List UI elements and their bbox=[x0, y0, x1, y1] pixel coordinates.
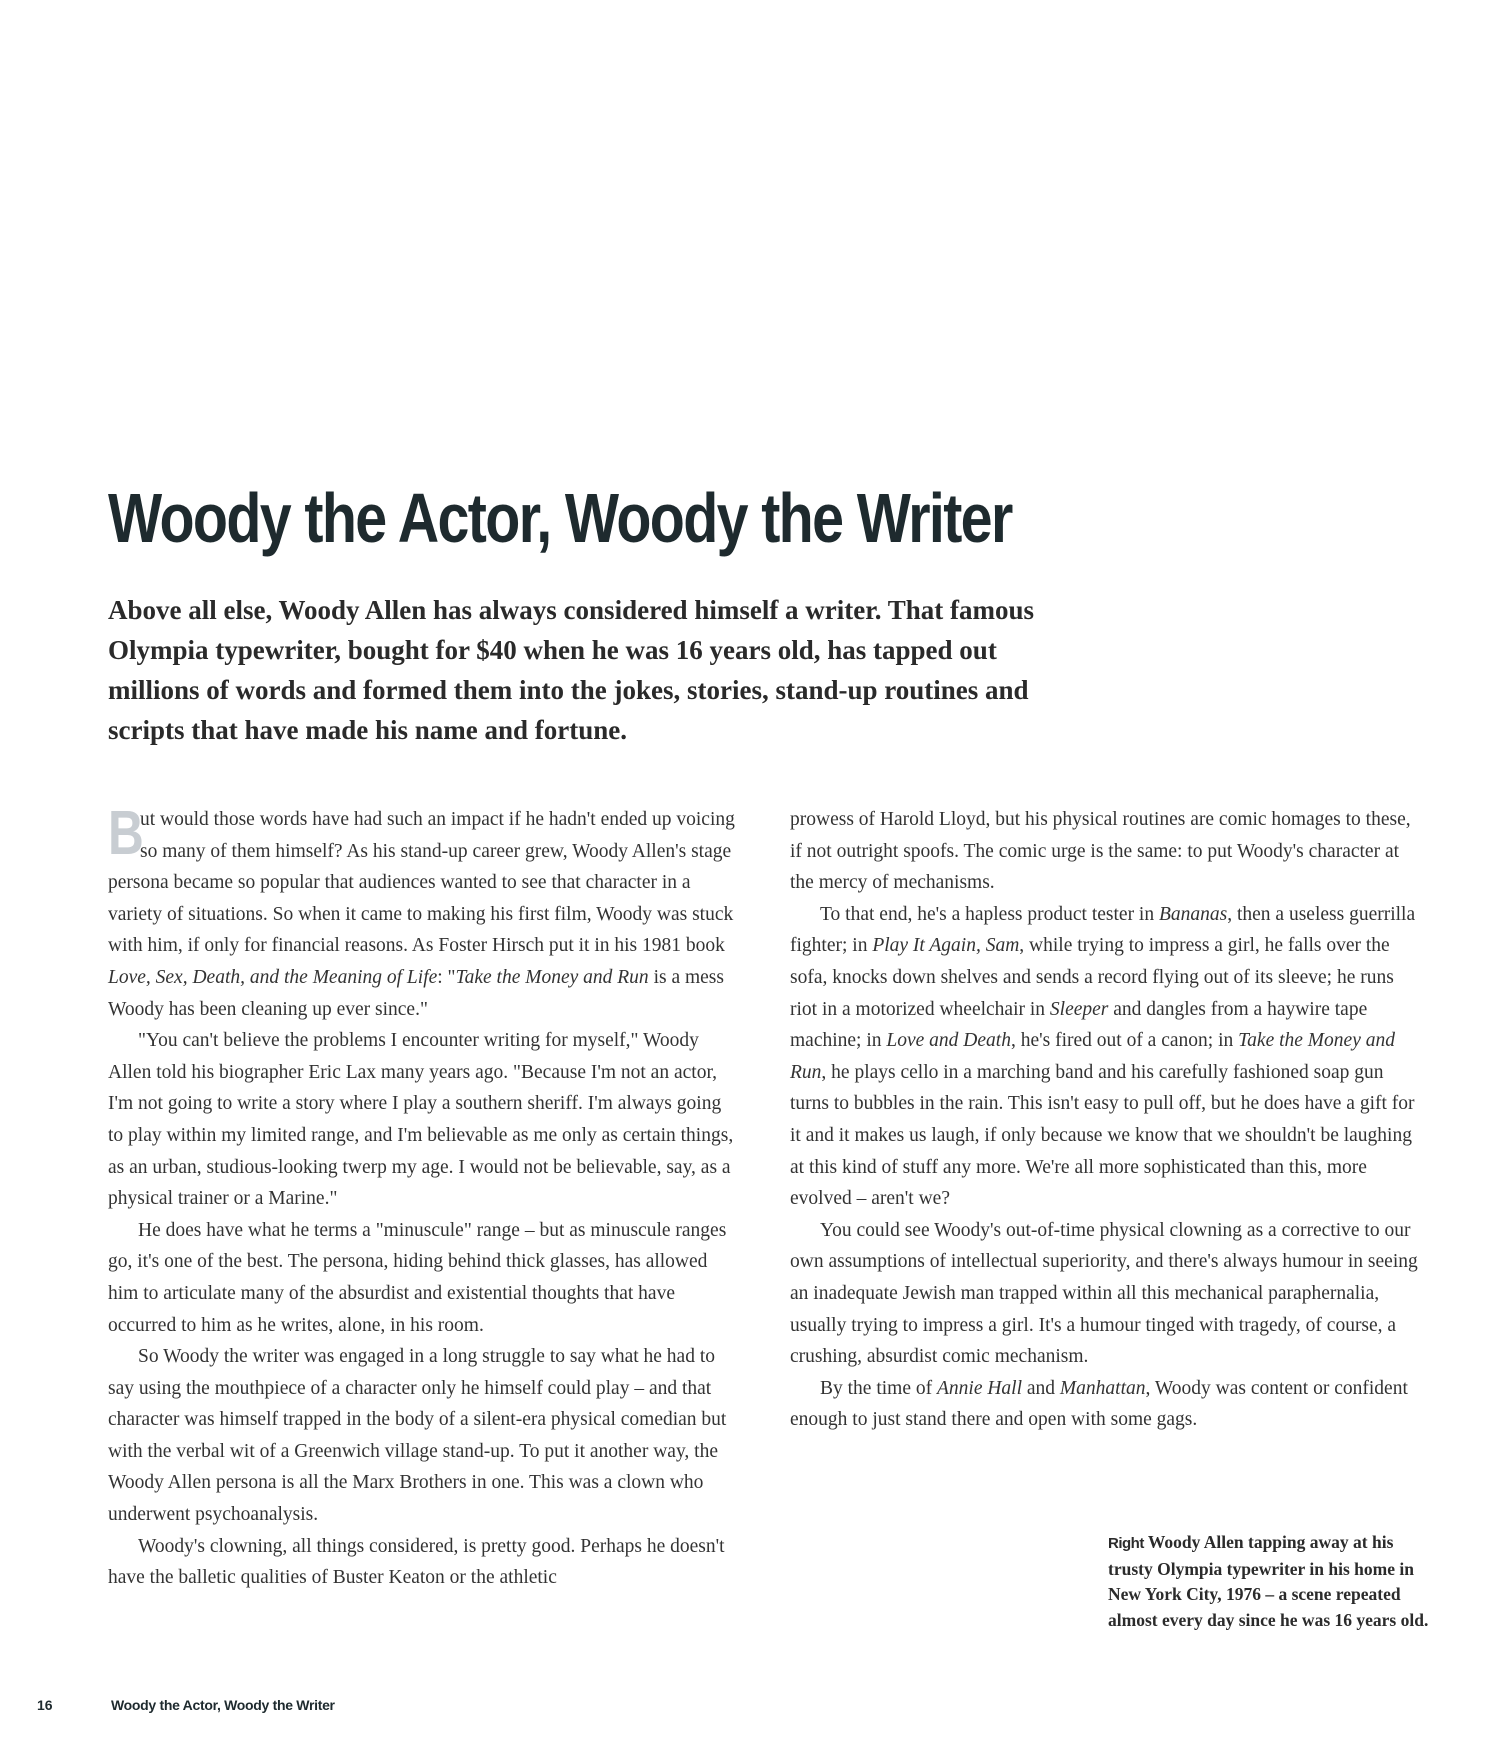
caption-label: Right bbox=[1108, 1535, 1144, 1552]
paragraph-text: To that end, he's a hapless product tester in bbox=[820, 903, 1159, 925]
body-paragraph bbox=[790, 1373, 1422, 1436]
drop-cap: B bbox=[108, 799, 144, 868]
paragraph-text: : " bbox=[437, 966, 456, 988]
body-paragraph bbox=[108, 799, 738, 1025]
film-title: Take the Money and Run bbox=[455, 966, 649, 988]
photo-caption bbox=[1108, 1530, 1438, 1633]
body-paragraph: prowess of Harold Lloyd, but his physical routines are comic homages to these, if not outright spoofs. The comic urge is the same: to put Woody's character at the mercy of mechanisms. bbox=[790, 809, 1411, 894]
caption-text: Woody Allen tapping away at his trusty Olympia typewriter in his home in New York City, 1976 – a scene repeated almost every day since he was 16 years old. bbox=[1108, 1532, 1429, 1630]
film-title: Play It Again, Sam bbox=[872, 935, 1020, 957]
film-title: Love and Death bbox=[886, 1030, 1011, 1052]
film-title: Annie Hall bbox=[936, 1377, 1023, 1399]
paragraph-text: , while trying to impress a girl, he falls over the sofa, knocks down shelves and sends a record flying out of its sleeve; he runs riot in a motorized wheelchair in bbox=[790, 935, 1394, 1020]
running-head: Woody the Actor, Woody the Writer bbox=[111, 1697, 335, 1713]
body-paragraph: He does have what he terms a "minuscule" range – but as minuscule ranges go, it's one of the best. The persona, hiding behind thick glasses, has allowed him to articulate many of the absurdist and existential thoughts that have occurred to him as he writes, alone, in his room. bbox=[108, 1219, 727, 1336]
intro-standfirst: Above all else, Woody Allen has always considered himself a writer. That famous Olympia typewriter, bought for $40 when he was 16 years old, has tapped out millions of words and formed them into the jokes, stories, stand-up routines and scripts that have made his name and fortune. bbox=[108, 595, 1035, 745]
right-column bbox=[790, 804, 1422, 1436]
paragraph-text: By the time of bbox=[820, 1377, 937, 1399]
film-title: Sleeper bbox=[1049, 998, 1109, 1020]
paragraph-text: ut would those words have had such an impact if he hadn't ended up voicing so many of them himself? As his stand-up career grew, Woody Allen's stage persona became so popular that audiences wanted to see that character in a variety of situations. So when it came to making his first film, Woody was stuck with him, if only for financial reasons. As Foster Hirsch put it in his 1981 book bbox=[108, 809, 735, 957]
paragraph-text: and dangles from a haywire tape machine; in bbox=[790, 998, 1368, 1052]
page-number: 16 bbox=[37, 1697, 53, 1713]
paragraph-text: , he plays cello in a marching band and his carefully fashioned soap gun turns to bubbles in the rain. This isn't easy to pull off, but he does have a gift for it and it makes us laugh, if only because we know that we shouldn't be laughing at this kind of stuff any more. We're all more sophisticated than this, more evolved – aren't we? bbox=[790, 1061, 1415, 1210]
paragraph-text: is a mess Woody has been cleaning up ever since." bbox=[108, 966, 724, 1020]
paragraph-text: and bbox=[1022, 1377, 1060, 1399]
body-paragraph: Woody's clowning, all things considered, is pretty good. Perhaps he doesn't have the balletic qualities of Buster Keaton or the athletic bbox=[108, 1535, 725, 1589]
body-paragraph bbox=[790, 899, 1422, 1215]
body-paragraph: "You can't believe the problems I encounter writing for myself," Woody Allen told his biographer Eric Lax many years ago. "Because I'm not an actor, I'm not going to write a story where I play a southern sheriff. I'm always going to play within my limited range, and I'm believable as me only as certain things, as an urban, studious-looking twerp my age. I would not be believable, say, as a physical trainer or a Marine." bbox=[108, 1030, 734, 1210]
left-column bbox=[108, 799, 738, 1594]
paragraph-text: , Woody was content or confident enough to just stand there and open with some gags. bbox=[790, 1377, 1408, 1431]
paragraph-text: , then a useless guerrilla fighter; in bbox=[790, 903, 1416, 957]
film-title: Take the Money and Run bbox=[790, 1030, 1395, 1083]
body-paragraph: So Woody the writer was engaged in a long struggle to say what he had to say using the mouthpiece of a character only he himself could play – and that character was himself trapped in the body of a silent-era physical comedian but with the verbal wit of a Greenwich village stand-up. To put it another way, the Woody Allen persona is all the Marx Brothers in one. This was a clown who underwent psychoanalysis. bbox=[108, 1346, 727, 1526]
body-paragraph: You could see Woody's out-of-time physical clowning as a corrective to our own assumptions of intellectual superiority, and there's always humour in seeing an inadequate Jewish man trapped within all this mechanical paraphernalia, usually trying to impress a girl. It's a humour tinged with tragedy, of course, a crushing, absurdist comic mechanism. bbox=[790, 1219, 1418, 1368]
article-title: Woody the Actor, Woody the Writer bbox=[108, 479, 1012, 557]
film-title: Manhattan bbox=[1059, 1377, 1146, 1399]
film-title: Bananas bbox=[1158, 903, 1228, 925]
book-title: Love, Sex, Death, and the Meaning of Life bbox=[108, 966, 438, 988]
paragraph-text: , he's fired out of a canon; in bbox=[1010, 1030, 1239, 1052]
